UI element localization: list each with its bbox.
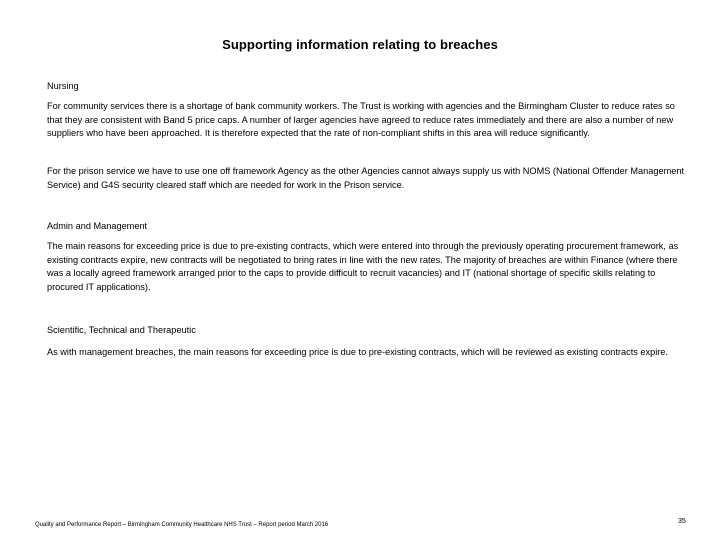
- page-title: Supporting information relating to breaches: [222, 37, 498, 52]
- nursing-paragraph-prison: For the prison service we have to use one off framework Agency as the other Agencies cannot always supply us with NOMS (National Offender Management Service) and G4S security cleared staff which are needed for work in the Prison service.: [47, 166, 684, 190]
- admin-paragraph: The main reasons for exceeding price is due to pre-existing contracts, which were entered into through the previously operating procurement framework, as existing contracts expire, new contracts will be negotiated to bring rates in line with the new rates. The majority of breaches are within Finance (where there was a locally agreed framework arranged prior to the caps to provide difficult to recruit vacancies) and IT (national shortage of specific skills relating to procured IT applications).: [47, 241, 679, 292]
- nursing-paragraph-community: For community services there is a shortage of bank community workers. The Trust is working with agencies and the Birmingham Cluster to reduce rates so that they are consistent with Band 5 price caps. A number of larger agencies have agreed to reduce rates immediately and there are also a number of new suppliers who have been approached. It is therefore expected that the rate of non-compliant shifts in this area will reduce significantly.: [47, 101, 675, 138]
- scientific-heading: Scientific, Technical and Therapeutic: [47, 325, 196, 335]
- scientific-paragraph: As with management breaches, the main reasons for exceeding price is due to pre-existing contracts, which will be reviewed as existing contracts expire.: [47, 347, 668, 357]
- nursing-heading: Nursing: [47, 81, 79, 91]
- page-number: 35: [678, 518, 686, 525]
- admin-heading: Admin and Management: [47, 221, 148, 231]
- footer-text: Quality and Performance Report – Birmingham Community Healthcare NHS Trust – Report period March 2016: [35, 522, 329, 528]
